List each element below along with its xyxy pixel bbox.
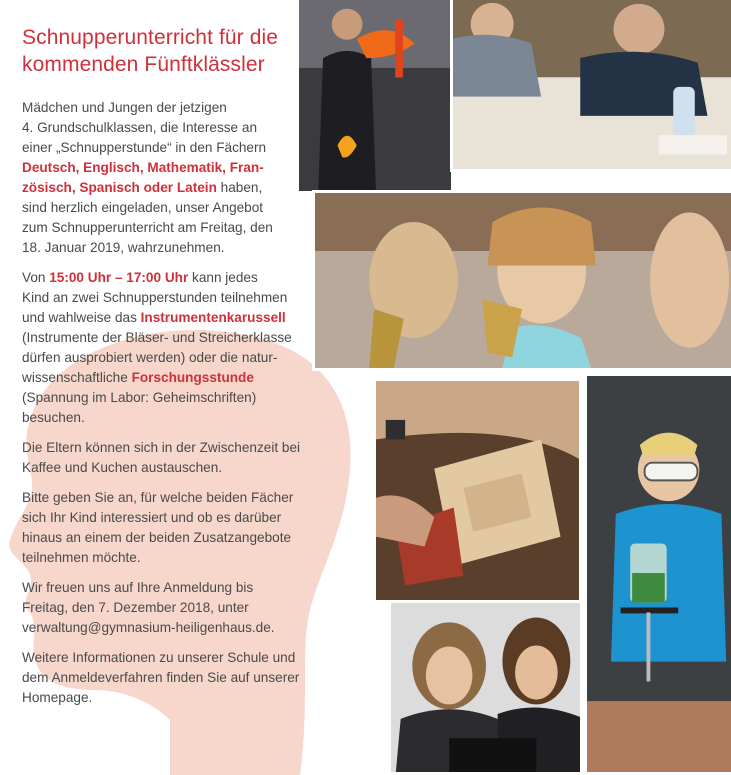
wood-carving-photo: [373, 378, 582, 603]
text-fragment: haben,: [216, 180, 263, 195]
text-fragment: kann jedes: [188, 270, 258, 285]
paragraph-more-info: [22, 648, 318, 708]
instrument-carousel-highlight: Instrumentenkarussell: [140, 310, 286, 325]
text-line: Homepage.: [22, 690, 93, 705]
paragraph-schedule: [22, 268, 318, 428]
title-line-2: kommenden Fünftklässler: [22, 53, 265, 76]
text-fragment: Von: [22, 270, 50, 285]
boy-goggles-lab-photo: [584, 373, 731, 775]
text-line: hinaus an einem der beiden Zusatzangebote: [22, 530, 292, 545]
text-line: einer „Schnupperstunde“ in den Fächern: [22, 140, 267, 155]
title-line-1: Schnupperunterricht für die: [22, 26, 279, 49]
text-line: Weitere Informationen zu unserer Schule und: [22, 650, 296, 665]
text-line: besuchen.: [22, 410, 85, 425]
text-line: teilnehmen möchte.: [22, 550, 141, 565]
text-column: [22, 24, 318, 718]
subjects-highlight: zösisch, Spanisch oder Latein: [22, 180, 217, 195]
fire-experiment-photo: [296, 0, 454, 194]
paragraph-subjects-request: [22, 488, 318, 568]
research-hour-highlight: Forschungsstunde: [131, 370, 254, 385]
paragraph-parents: [22, 438, 318, 478]
text-fragment: und wahlweise das: [22, 310, 141, 325]
text-line: 18. Januar 2019, wahrzunehmen.: [22, 240, 225, 255]
text-fragment: wissenschaftliche: [22, 370, 132, 385]
saxophone-girl-photo: [312, 190, 731, 371]
text-line: sich Ihr Kind interessiert und ob es darüber: [22, 510, 282, 525]
kids-drawing-photo: [450, 0, 731, 172]
text-line: Kind an zwei Schnupperstunden teilnehmen: [22, 290, 288, 305]
text-line: Kaffee und Kuchen austauschen.: [22, 460, 223, 475]
email-address[interactable]: verwaltung@gymnasium-heiligenhaus.de.: [22, 620, 275, 635]
text-line: (Instrumente der Bläser- und Streicherklasse: [22, 330, 292, 345]
page-title: [22, 24, 318, 78]
text-line: sind herzlich eingeladen, unser Angebot: [22, 200, 264, 215]
time-highlight: 15:00 Uhr – 17:00 Uhr: [49, 270, 189, 285]
text-line: 4. Grundschulklassen, die Interesse an: [22, 120, 258, 135]
text-line: (Spannung im Labor: Geheimschriften): [22, 390, 257, 405]
text-line: Die Eltern können sich in der Zwischenzeit bei: [22, 440, 301, 455]
text-line: Bitte geben Sie an, für welche beiden Fächer: [22, 490, 294, 505]
text-line: Mädchen und Jungen der jetzigen: [22, 100, 227, 115]
paragraph-invitation: [22, 98, 318, 258]
girls-laptop-photo: [388, 600, 583, 775]
text-line: Freitag, den 7. Dezember 2018, unter: [22, 600, 249, 615]
text-line: dürfen ausprobiert werden) oder die natur-: [22, 350, 278, 365]
subjects-highlight: Deutsch, Englisch, Mathematik, Fran-: [22, 160, 264, 175]
text-line: Wir freuen uns auf Ihre Anmeldung bis: [22, 580, 254, 595]
paragraph-registration: [22, 578, 318, 638]
text-line: dem Anmeldeverfahren finden Sie auf unserer: [22, 670, 300, 685]
text-line: zum Schnupperunterricht am Freitag, den: [22, 220, 273, 235]
